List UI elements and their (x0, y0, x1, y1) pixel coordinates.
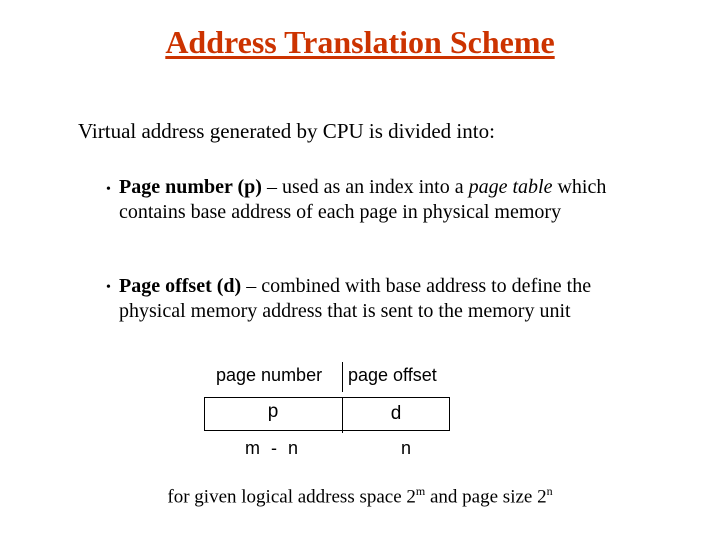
diagram-label-divider (342, 362, 343, 392)
bit-width-page-number: m - n (244, 438, 301, 458)
bullet-text: which contains base address of each page in physical memory (119, 176, 607, 223)
diagram-label-page-offset: page offset (348, 365, 437, 385)
footnote-exponent-m: m (415, 484, 426, 498)
bullet-page-number (119, 175, 619, 225)
diagram-label-page-number: page number (216, 365, 323, 385)
footnote-text: for given logical address space 2 (167, 486, 416, 508)
bullet-text: – combined with base address to define the physical memory address that is sent to the memory unit (119, 275, 592, 322)
address-cell-d: d (390, 403, 402, 424)
slide-title: Address Translation Scheme (165, 24, 555, 60)
footnote-text: and page size 2 (425, 486, 547, 508)
bit-width-page-offset: n (400, 438, 411, 458)
bullet-italic-term: page table (468, 176, 553, 198)
intro-text: Virtual address generated by CPU is divided into: (78, 119, 495, 143)
bullet-page-offset (119, 274, 619, 324)
bullet-text: – used as an index into a (261, 176, 469, 198)
footnote-exponent-n: n (546, 484, 553, 498)
bullet-label: Page number (p) (119, 176, 262, 198)
bullet-label: Page offset (d) (119, 275, 242, 297)
footnote (0, 484, 720, 508)
address-cell-p: p (267, 401, 279, 422)
bullet-dot-icon: • (106, 182, 111, 197)
bullet-dot-icon: • (106, 280, 111, 295)
